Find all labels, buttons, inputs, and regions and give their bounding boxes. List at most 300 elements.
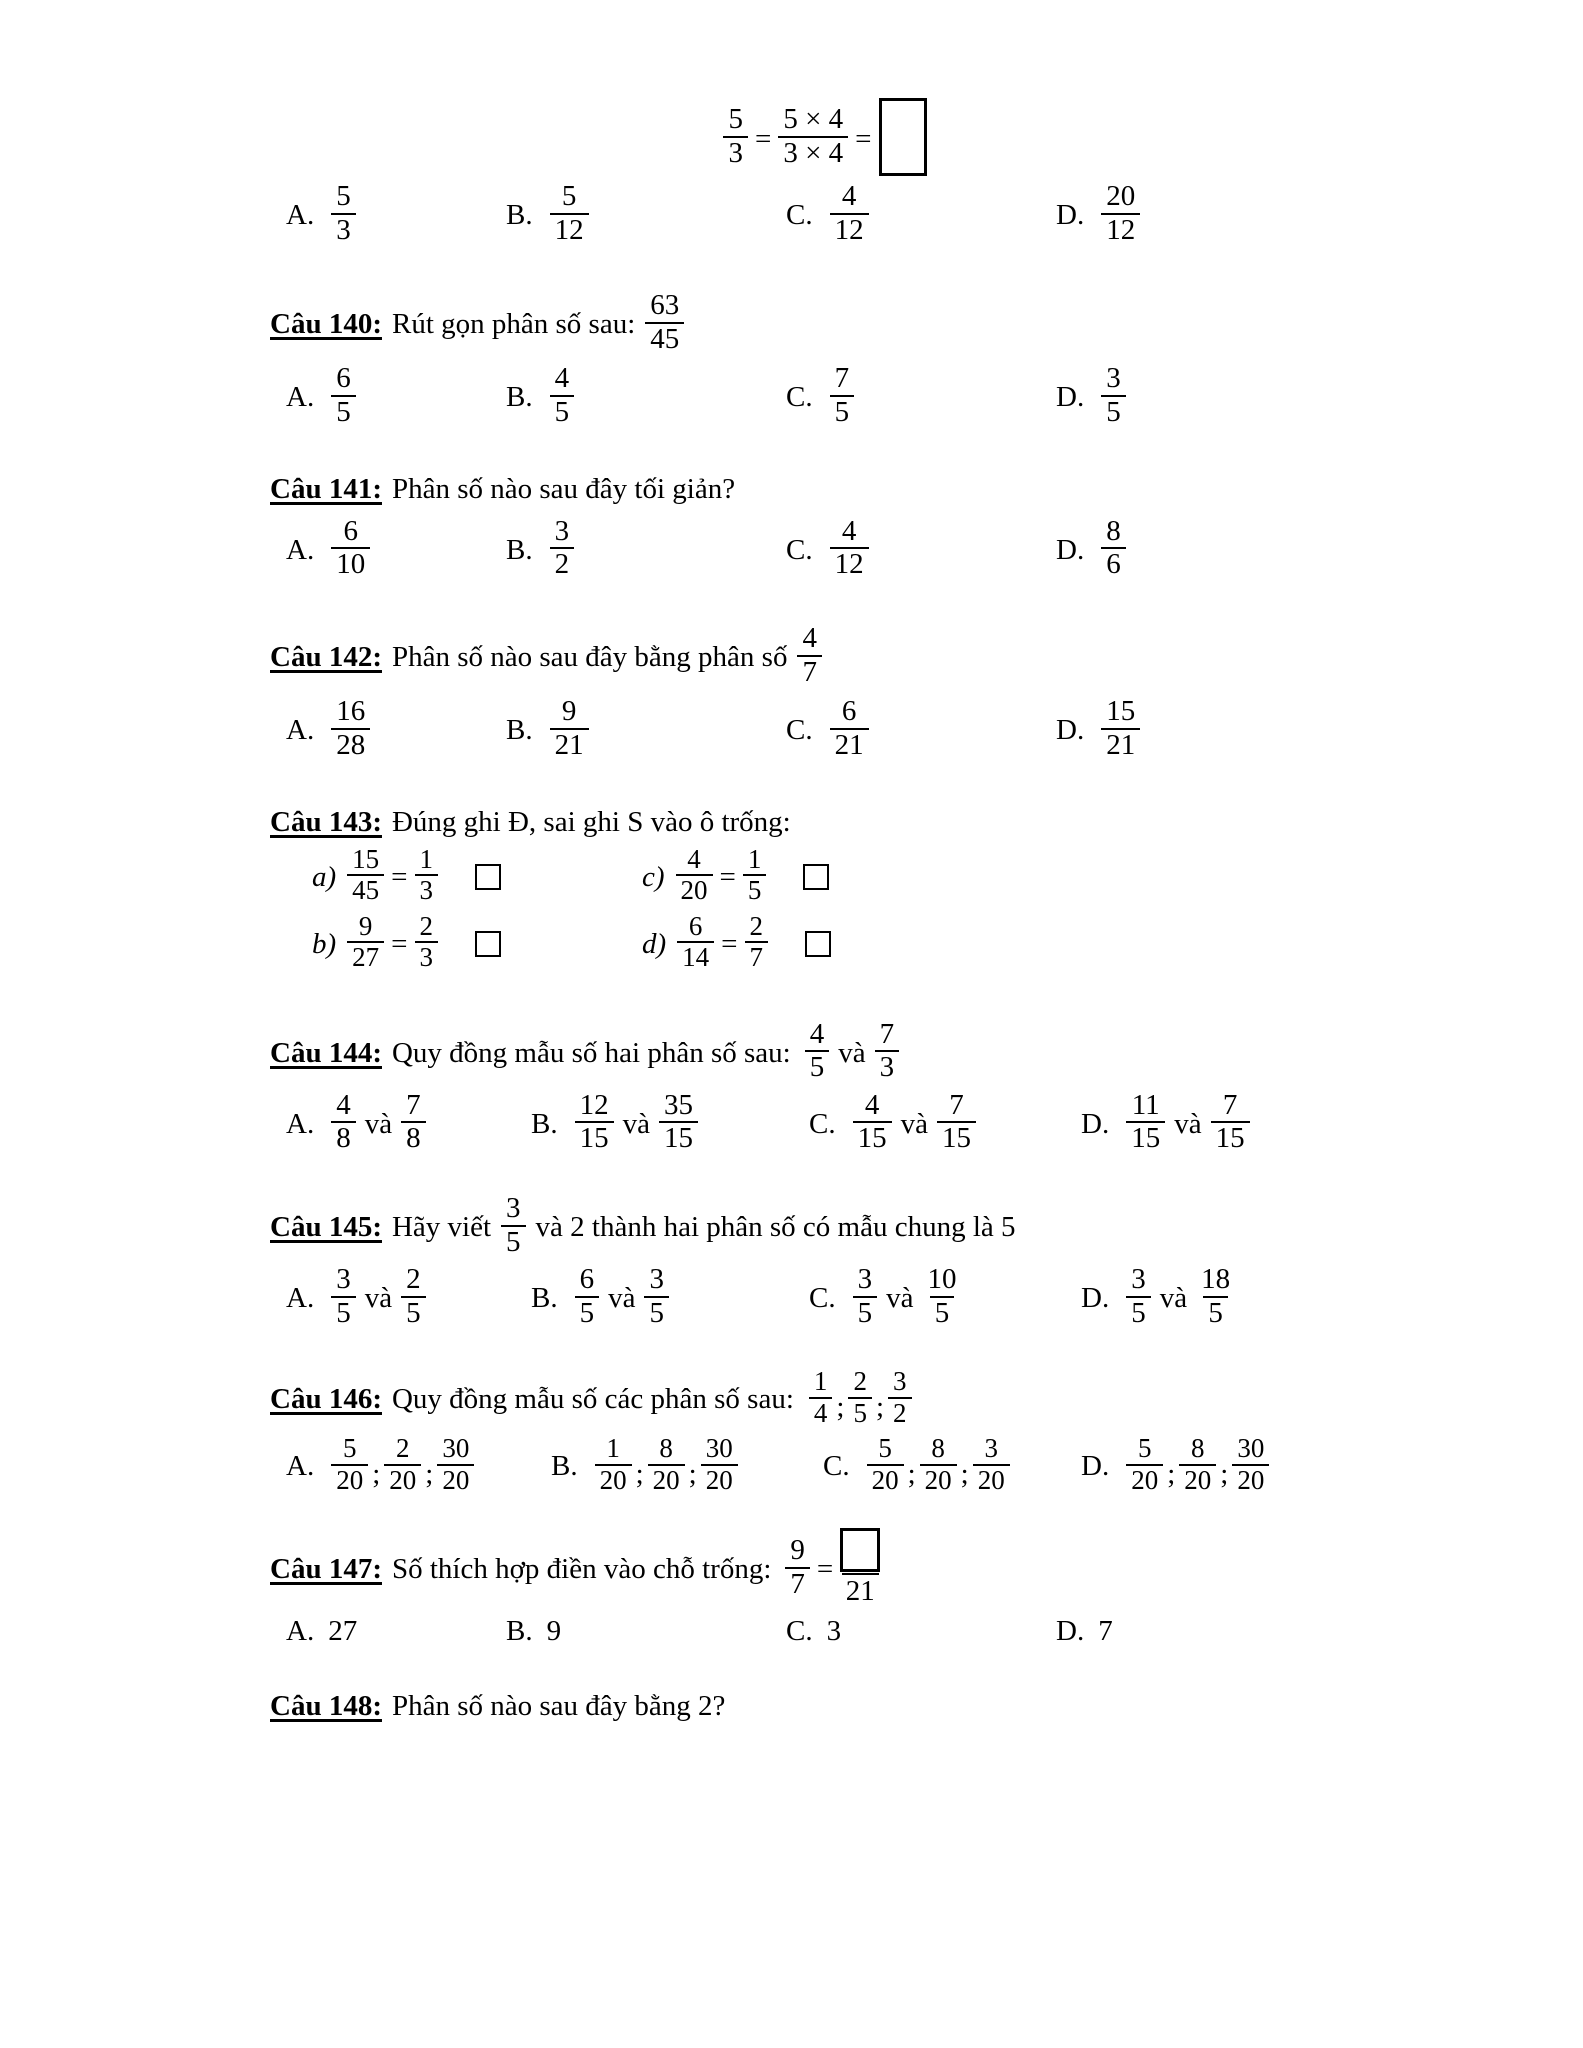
option-fraction — [550, 697, 589, 760]
option-d[interactable] — [1081, 1263, 1238, 1330]
question-142-options — [270, 695, 1340, 762]
denominator: 5 — [805, 1050, 830, 1083]
option-letter: B. — [551, 1450, 578, 1483]
option-a[interactable] — [286, 695, 506, 762]
option-fraction-first — [331, 1265, 356, 1328]
option-fraction — [550, 364, 575, 427]
item-tag: a) — [312, 860, 337, 893]
numerator: 15 — [352, 843, 380, 874]
conjunction: và — [1159, 1282, 1188, 1315]
numerator: 35 — [663, 1088, 693, 1121]
stem-fraction-2 — [848, 1368, 872, 1427]
option-letter: A. — [286, 1450, 315, 1483]
option-fraction — [550, 182, 589, 245]
question-148-stem — [270, 1690, 1340, 1723]
option-letter: C. — [786, 533, 813, 566]
separator: ; — [372, 1458, 381, 1491]
numerator: 63 — [650, 289, 680, 322]
option-letter: D. — [1081, 1107, 1110, 1140]
denominator: 3 — [415, 941, 439, 972]
denominator: 5 — [331, 395, 356, 428]
numerator: 8 — [1191, 1433, 1205, 1464]
option-c[interactable] — [823, 1433, 1081, 1496]
option-letter: B. — [506, 714, 533, 747]
option-b[interactable] — [531, 1088, 809, 1156]
option-fraction-second — [1196, 1265, 1235, 1328]
intro-lhs-fraction — [723, 105, 748, 168]
intro-equation-row — [270, 100, 1340, 178]
option-fraction-second — [922, 1265, 961, 1328]
numerator: 4 — [809, 1017, 825, 1050]
option-fraction — [1101, 182, 1140, 245]
option-fraction-first — [575, 1265, 600, 1328]
numerator: 7 — [949, 1088, 964, 1121]
denominator: 5 — [644, 1296, 669, 1329]
separator: ; — [836, 1391, 845, 1424]
numerator: 8 — [931, 1433, 945, 1464]
tf-item-c — [642, 843, 1340, 907]
option-letter: D. — [1081, 1282, 1110, 1315]
denominator: 5 — [1101, 395, 1126, 428]
option-a[interactable] — [286, 1088, 531, 1156]
denominator: 15 — [853, 1121, 892, 1154]
option-letter: A. — [286, 1282, 315, 1315]
option-letter: D. — [1081, 1450, 1110, 1483]
truefalse-checkbox[interactable] — [475, 864, 501, 890]
separator: ; — [1167, 1458, 1176, 1491]
denominator: 45 — [347, 874, 384, 905]
option-fraction-second — [401, 1088, 426, 1155]
numerator: 3 — [649, 1263, 664, 1296]
numerator: 11 — [1131, 1088, 1160, 1121]
denominator: 20 — [384, 1464, 421, 1495]
option-letter: D. — [1056, 199, 1085, 232]
question-text: Phân số nào sau đây bằng 2? — [391, 1689, 726, 1722]
option-fraction — [331, 514, 370, 581]
numerator: 1 — [606, 1433, 620, 1464]
denominator: 12 — [550, 213, 589, 246]
denominator: 15 — [1211, 1121, 1250, 1154]
denominator: 4 — [809, 1397, 833, 1428]
numerator: 30 — [442, 1433, 470, 1464]
numerator: 3 — [857, 1263, 873, 1296]
question-145-stem — [270, 1192, 1340, 1259]
numerator: 9 — [358, 910, 373, 941]
left-fraction — [677, 910, 714, 973]
option-fraction-first — [1126, 1088, 1165, 1155]
denominator: 20 — [867, 1464, 904, 1495]
option-c[interactable] — [786, 180, 1056, 247]
left-fraction — [347, 910, 384, 973]
numerator: 2 — [406, 1263, 421, 1296]
option-letter: A. — [286, 381, 315, 414]
option-letter: B. — [506, 533, 533, 566]
option-fraction — [830, 514, 869, 581]
denominator: 15 — [659, 1121, 698, 1154]
option-fraction-first — [853, 1265, 878, 1328]
question-label: Câu 145: — [270, 1210, 382, 1243]
numerator: 7 — [834, 362, 850, 395]
question-141-options — [270, 514, 1340, 582]
option-b[interactable] — [506, 514, 786, 582]
numerator: 20 — [1106, 180, 1136, 212]
question-text: Rút gọn phân số sau: — [391, 308, 636, 341]
option-b[interactable] — [506, 1615, 786, 1648]
option-c[interactable] — [809, 1088, 1081, 1156]
numerator: 5 — [336, 180, 351, 212]
denominator: 5 — [550, 395, 575, 428]
truefalse-checkbox[interactable] — [805, 931, 831, 957]
option-fraction-3 — [973, 1435, 1010, 1494]
numerator: 9 — [790, 1534, 805, 1567]
equals-sign: = — [719, 860, 736, 893]
numerator: 3 — [506, 1192, 521, 1225]
numerator: 18 — [1201, 1263, 1231, 1296]
numerator: 4 — [336, 1088, 351, 1121]
option-letter: B. — [531, 1282, 558, 1315]
question-label: Câu 148: — [270, 1689, 382, 1722]
denominator: 20 — [331, 1464, 368, 1495]
answer-input-box[interactable] — [840, 1528, 880, 1572]
option-letter: A. — [286, 714, 315, 747]
option-fraction — [1101, 697, 1140, 760]
question-145-options — [270, 1263, 1340, 1330]
option-letter: A. — [286, 199, 315, 232]
denominator: 12 — [830, 213, 869, 246]
equals-sign: = — [391, 860, 408, 893]
numerator: 2 — [853, 1366, 867, 1397]
question-text: Phân số nào sau đây tối giản? — [391, 473, 736, 506]
option-b[interactable] — [506, 695, 786, 762]
option-letter: C. — [809, 1282, 836, 1315]
denominator: 20 — [648, 1464, 685, 1495]
denominator: 5 — [1126, 1296, 1151, 1329]
denominator: 5 — [401, 1296, 426, 1329]
equals-sign: = — [391, 927, 408, 960]
question-143-truefalse-grid — [270, 843, 1340, 974]
question-144-options — [270, 1088, 1340, 1156]
denominator: 20 — [973, 1464, 1010, 1495]
right-fraction — [743, 843, 767, 906]
option-fraction-1 — [595, 1435, 632, 1494]
numerator: 5 — [342, 1433, 357, 1464]
question-142-stem — [270, 621, 1340, 689]
option-fraction-2 — [648, 1435, 685, 1494]
question-label: Câu 147: — [270, 1553, 382, 1586]
numerator: 3 — [984, 1433, 998, 1464]
item-tag: c) — [642, 860, 665, 893]
separator: ; — [875, 1391, 885, 1424]
intro-middle-fraction — [778, 105, 848, 168]
denominator: 15 — [575, 1121, 614, 1154]
option-letter: A. — [286, 533, 315, 566]
option-fraction — [830, 182, 869, 245]
denominator: 45 — [645, 322, 684, 355]
conjunction: và — [1174, 1107, 1202, 1140]
option-d[interactable] — [1056, 695, 1143, 762]
denominator: 21 — [550, 728, 589, 761]
denominator: 5 — [930, 1296, 955, 1329]
numerator: 30 — [705, 1433, 733, 1464]
numerator: 8 — [1106, 514, 1121, 547]
denominator: 10 — [331, 547, 370, 580]
denominator: 21 — [842, 1573, 879, 1606]
numerator: 16 — [336, 695, 366, 728]
denominator: 3 — [723, 136, 748, 169]
numerator: 5 — [1137, 1433, 1152, 1464]
option-letter: D. — [1056, 714, 1085, 747]
option-d[interactable] — [1081, 1088, 1253, 1156]
option-fraction-first — [575, 1088, 614, 1155]
option-a[interactable] — [286, 362, 506, 429]
option-c[interactable] — [809, 1263, 1081, 1330]
option-letter: A. — [286, 1107, 315, 1140]
numerator: 9 — [561, 695, 577, 728]
numerator: 3 — [1106, 362, 1121, 395]
numerator: 8 — [659, 1433, 673, 1464]
numerator: 5 — [728, 103, 743, 136]
option-c[interactable] — [786, 695, 1056, 762]
option-d[interactable] — [1056, 180, 1143, 247]
option-b[interactable] — [531, 1263, 809, 1330]
tf-item-b — [312, 910, 642, 974]
denominator: 15 — [937, 1121, 976, 1154]
tf-item-a — [312, 843, 642, 907]
denominator: 28 — [331, 728, 370, 761]
question-text-before: Hãy viết — [391, 1210, 492, 1243]
option-letter: C. — [786, 199, 813, 232]
left-fraction — [676, 843, 713, 906]
question-text-after: và 2 thành hai phân số có mẫu chung là 5 — [535, 1210, 1016, 1243]
option-b[interactable] — [506, 180, 786, 247]
denominator: 20 — [595, 1464, 632, 1495]
option-fraction-second — [644, 1265, 669, 1328]
option-value: 3 — [826, 1614, 842, 1647]
option-letter: C. — [786, 714, 813, 747]
option-letter: B. — [506, 199, 533, 232]
denominator: 5 — [743, 874, 767, 905]
denominator: 8 — [401, 1121, 426, 1154]
option-value: 9 — [546, 1614, 562, 1647]
numerator: 2 — [396, 1433, 410, 1464]
question-label: Câu 143: — [270, 806, 382, 839]
numerator: 5 × 4 — [783, 103, 844, 136]
option-c[interactable] — [786, 1615, 1056, 1648]
numerator: 12 — [579, 1088, 609, 1121]
denominator: 6 — [1101, 547, 1126, 580]
numerator: 1 — [813, 1366, 828, 1397]
numerator: 4 — [841, 180, 857, 212]
denominator: 20 — [701, 1464, 738, 1495]
option-a[interactable] — [286, 180, 506, 247]
question-146-options — [270, 1433, 1340, 1496]
conjunction: và — [900, 1107, 928, 1140]
question-140-options — [270, 362, 1340, 429]
numerator: 3 — [1131, 1263, 1146, 1296]
truefalse-checkbox[interactable] — [475, 931, 501, 957]
equals-sign: = — [816, 1553, 834, 1586]
numerator: 3 — [893, 1366, 907, 1397]
conjunction: và — [838, 1036, 866, 1069]
worksheet-content — [270, 100, 1340, 1723]
question-text: Đúng ghi Đ, sai ghi S vào ô trống: — [391, 806, 791, 839]
denominator: 5 — [830, 395, 855, 428]
intro-equation — [720, 100, 929, 178]
equals-sign: = — [721, 927, 738, 960]
question-label: Câu 144: — [270, 1036, 382, 1069]
question-label: Câu 146: — [270, 1383, 382, 1416]
numerator: 1 — [747, 843, 762, 874]
equals-sign: = — [754, 122, 772, 155]
option-letter: D. — [1056, 381, 1085, 414]
denominator: 12 — [1101, 213, 1140, 246]
option-fraction-first — [1126, 1265, 1151, 1328]
question-141-stem — [270, 473, 1340, 506]
option-letter: C. — [809, 1107, 836, 1140]
option-d[interactable] — [1056, 1615, 1113, 1648]
option-fraction — [331, 364, 356, 427]
option-letter: B. — [531, 1107, 558, 1140]
question-label: Câu 140: — [270, 308, 382, 341]
denominator: 27 — [347, 941, 384, 972]
denominator: 3 — [331, 213, 356, 246]
option-b[interactable] — [551, 1433, 823, 1496]
stem-fraction-list — [806, 1366, 915, 1429]
numerator: 4 — [802, 621, 817, 654]
stem-fraction-second — [875, 1017, 900, 1084]
numerator: 2 — [749, 910, 764, 941]
option-fraction-1 — [331, 1435, 368, 1494]
left-fraction — [347, 843, 384, 906]
option-fraction-first — [853, 1088, 892, 1155]
option-value: 7 — [1098, 1614, 1113, 1647]
numerator: 3 — [336, 1263, 351, 1296]
stem-fraction — [645, 291, 684, 354]
conjunction: và — [364, 1107, 393, 1140]
question-146-stem — [270, 1366, 1340, 1429]
right-fraction — [415, 843, 439, 906]
numerator: 15 — [1106, 695, 1136, 728]
question-label: Câu 142: — [270, 640, 382, 673]
option-a[interactable] — [286, 1433, 551, 1496]
option-a[interactable] — [286, 1615, 506, 1648]
denominator: 2 — [888, 1397, 912, 1428]
option-fraction-3 — [437, 1435, 474, 1494]
option-fraction-1 — [1126, 1435, 1163, 1494]
denominator: 5 — [575, 1296, 600, 1329]
numerator: 5 — [878, 1433, 892, 1464]
separator: ; — [907, 1458, 916, 1491]
stem-fraction-1 — [809, 1368, 833, 1427]
denominator: 8 — [331, 1121, 356, 1154]
denominator: 7 — [785, 1567, 810, 1600]
numerator: 6 — [343, 514, 358, 547]
numerator: 6 — [336, 362, 351, 395]
answer-input-box[interactable] — [879, 98, 927, 176]
question-140-stem — [270, 289, 1340, 356]
numerator: 30 — [1237, 1433, 1265, 1464]
denominator: 20 — [920, 1464, 957, 1495]
option-letter: A. — [286, 1614, 315, 1647]
tf-item-d — [642, 910, 1340, 974]
denominator: 12 — [830, 547, 869, 580]
numerator: 4 — [864, 1088, 880, 1121]
stem-fraction — [797, 621, 822, 688]
numerator: 6 — [579, 1263, 595, 1296]
numerator: 4 — [554, 362, 570, 395]
separator: ; — [960, 1458, 969, 1491]
option-fraction — [1101, 514, 1126, 581]
question-143-stem — [270, 806, 1340, 839]
denominator: 14 — [677, 941, 714, 972]
denominator: 3 — [415, 874, 439, 905]
option-fraction-second — [401, 1265, 426, 1328]
question-text: Quy đồng mẫu số các phân số sau: — [391, 1383, 794, 1416]
option-letter: D. — [1056, 533, 1085, 566]
option-letter: B. — [506, 381, 533, 414]
denominator: 20 — [1126, 1464, 1163, 1495]
numerator: 7 — [879, 1017, 895, 1050]
option-b[interactable] — [506, 362, 786, 429]
stem-fraction-3 — [888, 1368, 912, 1427]
option-fraction-3 — [1232, 1435, 1269, 1494]
numerator: 3 — [554, 514, 570, 547]
separator: ; — [425, 1458, 434, 1491]
denominator: 7 — [797, 655, 822, 688]
stem-fraction — [785, 1536, 810, 1599]
option-letter: C. — [786, 381, 813, 414]
conjunction: và — [608, 1282, 636, 1315]
equals-sign: = — [855, 122, 872, 155]
denominator: 5 — [501, 1225, 526, 1258]
denominator: 20 — [676, 874, 713, 905]
option-fraction-second — [659, 1088, 698, 1155]
numerator: 1 — [419, 843, 434, 874]
option-c[interactable] — [786, 514, 1056, 582]
question-text: Quy đồng mẫu số hai phân số sau: — [391, 1036, 791, 1069]
denominator: 20 — [1179, 1464, 1216, 1495]
denominator: 2 — [550, 547, 575, 580]
denominator: 20 — [1232, 1464, 1269, 1495]
option-a[interactable] — [286, 514, 506, 582]
right-fraction — [415, 910, 439, 973]
numerator: 10 — [927, 1263, 957, 1296]
option-fraction-2 — [384, 1435, 421, 1494]
separator: ; — [635, 1458, 644, 1491]
numerator: 7 — [406, 1088, 421, 1121]
numerator: 5 — [561, 180, 577, 212]
option-fraction-second — [1211, 1088, 1250, 1155]
separator: ; — [688, 1458, 697, 1491]
denominator: 3 × 4 — [778, 136, 848, 169]
option-letter: C. — [823, 1450, 850, 1483]
denominator: 5 — [1203, 1296, 1228, 1329]
option-fraction — [830, 364, 855, 427]
option-c[interactable] — [786, 362, 1056, 429]
question-text: Phân số nào sau đây bằng phân số — [391, 640, 788, 673]
question-text: Số thích hợp điền vào chỗ trống: — [391, 1553, 772, 1586]
denominator: 21 — [830, 728, 869, 761]
option-fraction-3 — [701, 1435, 738, 1494]
option-d[interactable] — [1056, 362, 1129, 429]
option-a[interactable] — [286, 1263, 531, 1330]
option-d[interactable] — [1056, 514, 1129, 582]
denominator: 20 — [437, 1464, 474, 1495]
option-fraction — [331, 697, 370, 760]
option-d[interactable] — [1081, 1433, 1272, 1496]
truefalse-checkbox[interactable] — [803, 864, 829, 890]
option-fraction — [830, 697, 869, 760]
